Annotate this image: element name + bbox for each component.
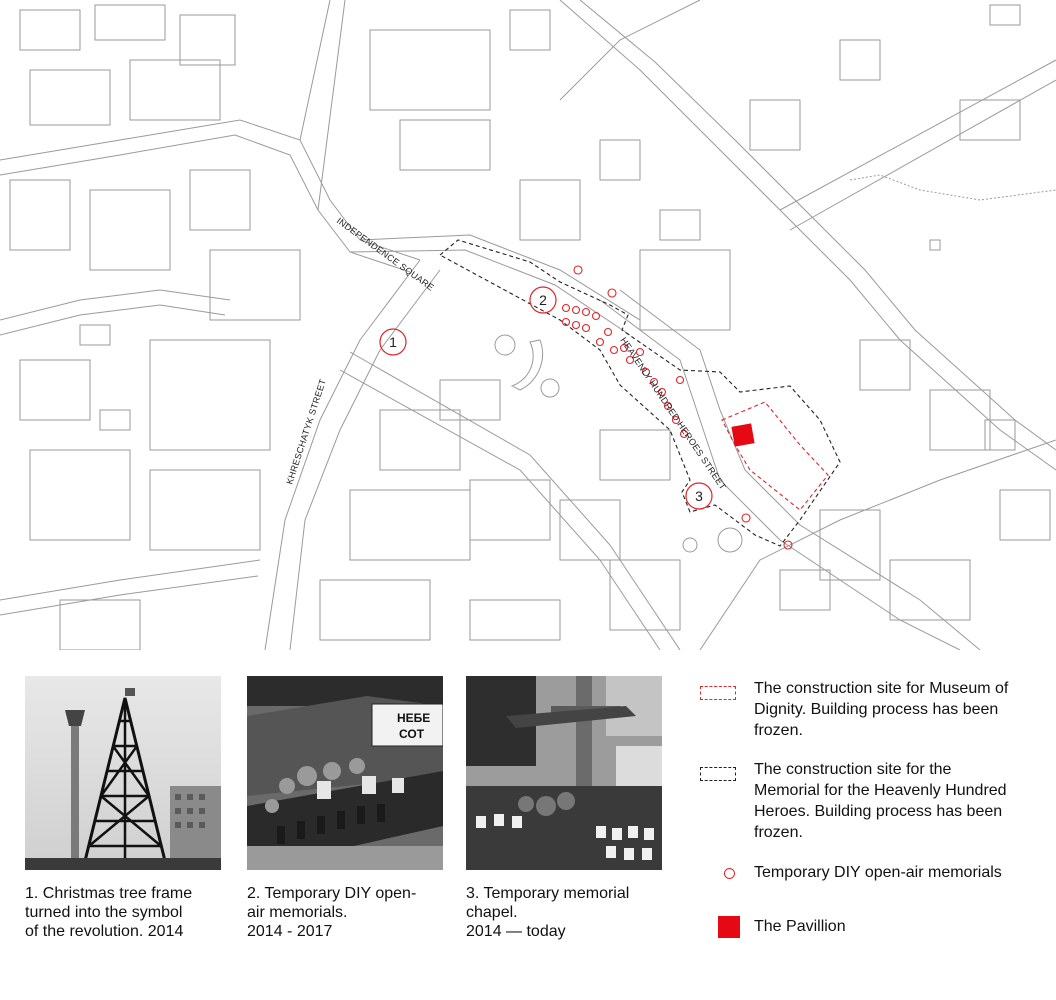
caption-line: 2014 — today [466,923,566,940]
diy-memorial-circles [563,266,793,549]
caption-line: 3. Temporary memorial [466,885,630,902]
caption-photo-2 [247,884,462,941]
marker-2 [530,287,556,313]
marker-3-label: 3 [695,488,703,504]
caption-line: 2014 - 2017 [247,923,333,940]
caption-line: 1. Christmas tree frame [25,885,193,902]
photo-memorial-chapel [466,676,662,870]
marker-1-label: 1 [389,334,397,350]
photo-christmas-tree-frame [25,676,221,870]
marker-2-label: 2 [539,292,547,308]
building-footprints [10,5,1050,650]
memorial-flowers-photo [247,676,443,870]
legend-text: The construction site for the Memorial for the Heavenly Hundred Heroes. Building process has been frozen. [754,761,1007,841]
black-dashed-rectangle-icon [700,767,736,781]
caption-line: 2. Temporary DIY open- [247,885,417,902]
banner-text-2: СОТ [399,727,425,741]
legend-text: Temporary DIY open-air memorials [754,864,1002,881]
caption-line: turned into the symbol [25,904,183,921]
red-circle-icon [724,868,735,879]
christmas-tree-frame-photo [25,676,221,870]
khreschatyk-street-label: KHRESCHATYK STREET [284,377,328,486]
memorial-chapel-photo [466,676,662,870]
marker-3 [686,483,712,509]
photo-diy-memorials [247,676,443,870]
caption-photo-1 [25,884,240,941]
independence-square-label: INDEPENDENCE SQUARE [334,215,436,293]
caption-line: of the revolution. 2014 [25,923,184,940]
pavilion-square [731,423,754,446]
banner-text-1: НЕБЕ [397,711,431,725]
caption-photo-3 [466,884,681,941]
caption-line: air memorials. [247,904,348,921]
red-dashed-rectangle-icon [700,686,736,700]
heavenly-hundred-heroes-street-label: HEAVENLY HUNDRED HEROES STREET [618,335,729,492]
museum-construction-site-outline [722,402,828,510]
red-square-icon [718,916,740,938]
legend-text: The Pavillion [754,918,846,935]
legend-text: The construction site for Museum of Dignity. Building process has been frozen. [754,680,1009,739]
caption-line: chapel. [466,904,518,921]
